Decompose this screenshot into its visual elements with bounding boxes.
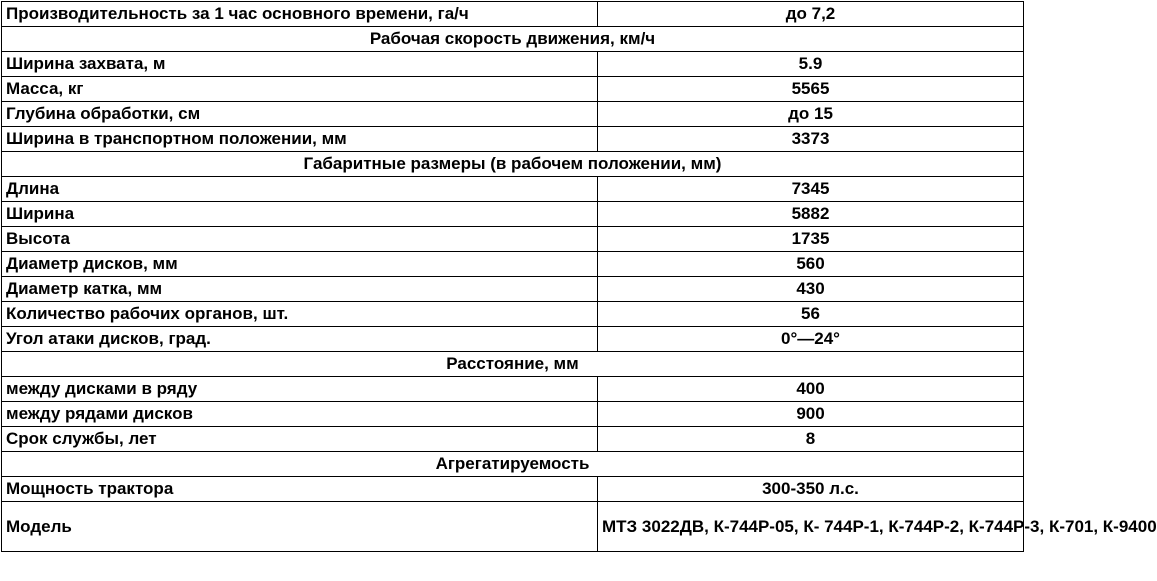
row-label: Ширина в транспортном положении, мм — [2, 127, 598, 152]
row-value: 3373 — [598, 127, 1024, 152]
section-row — [2, 452, 1024, 477]
table-row — [2, 302, 1024, 327]
row-label: Диаметр катка, мм — [2, 277, 598, 302]
row-label: Глубина обработки, см — [2, 102, 598, 127]
row-label: между рядами дисков — [2, 402, 598, 427]
spec-table — [1, 1, 1157, 552]
row-value: до 15 — [598, 102, 1024, 127]
row-value: 300-350 л.с. — [598, 477, 1024, 502]
row-value: 430 — [598, 277, 1024, 302]
row-label: Ширина захвата, м — [2, 52, 598, 77]
row-label: Модель — [2, 502, 598, 552]
row-label: Производительность за 1 час основного времени, га/ч — [2, 2, 598, 27]
row-value: 900 — [598, 402, 1024, 427]
row-value: 1735 — [598, 227, 1024, 252]
table-row — [2, 227, 1024, 252]
row-label: Длина — [2, 177, 598, 202]
row-label: Диаметр дисков, мм — [2, 252, 598, 277]
table-row — [2, 52, 1024, 77]
table-row — [2, 277, 1024, 302]
table-row — [2, 427, 1024, 452]
table-row — [2, 502, 1024, 552]
row-value: 7345 — [598, 177, 1024, 202]
row-value: 0°—24° — [598, 327, 1024, 352]
section-row — [2, 27, 1024, 52]
section-row — [2, 352, 1024, 377]
row-value: 5.9 — [598, 52, 1024, 77]
section-heading: Агрегатируемость — [2, 452, 1024, 477]
table-row — [2, 127, 1024, 152]
section-heading: Рабочая скорость движения, км/ч — [2, 27, 1024, 52]
row-label: между дисками в ряду — [2, 377, 598, 402]
row-label: Срок службы, лет — [2, 427, 598, 452]
section-heading: Расстояние, мм — [2, 352, 1024, 377]
table-row — [2, 402, 1024, 427]
row-value: МТЗ 3022ДВ, К-744Р-05, К- 744Р-1, К-744Р-2, К-744Р-3, К-701, К-9400 — [598, 502, 1024, 552]
row-label: Ширина — [2, 202, 598, 227]
row-value: 400 — [598, 377, 1024, 402]
table-row — [2, 377, 1024, 402]
table-row — [2, 477, 1024, 502]
row-label: Угол атаки дисков, град. — [2, 327, 598, 352]
table-row — [2, 77, 1024, 102]
table-row — [2, 102, 1024, 127]
row-label: Высота — [2, 227, 598, 252]
row-value: 5882 — [598, 202, 1024, 227]
section-heading: Габаритные размеры (в рабочем положении, мм) — [2, 152, 1024, 177]
table-row — [2, 327, 1024, 352]
row-label: Количество рабочих органов, шт. — [2, 302, 598, 327]
row-value: до 7,2 — [598, 2, 1024, 27]
row-value: 56 — [598, 302, 1024, 327]
table-row — [2, 177, 1024, 202]
table-row — [2, 2, 1024, 27]
row-label: Мощность трактора — [2, 477, 598, 502]
section-row — [2, 152, 1024, 177]
table-row — [2, 202, 1024, 227]
row-value: 5565 — [598, 77, 1024, 102]
row-value: 560 — [598, 252, 1024, 277]
row-label: Масса, кг — [2, 77, 598, 102]
table-row — [2, 252, 1024, 277]
row-value: 8 — [598, 427, 1024, 452]
